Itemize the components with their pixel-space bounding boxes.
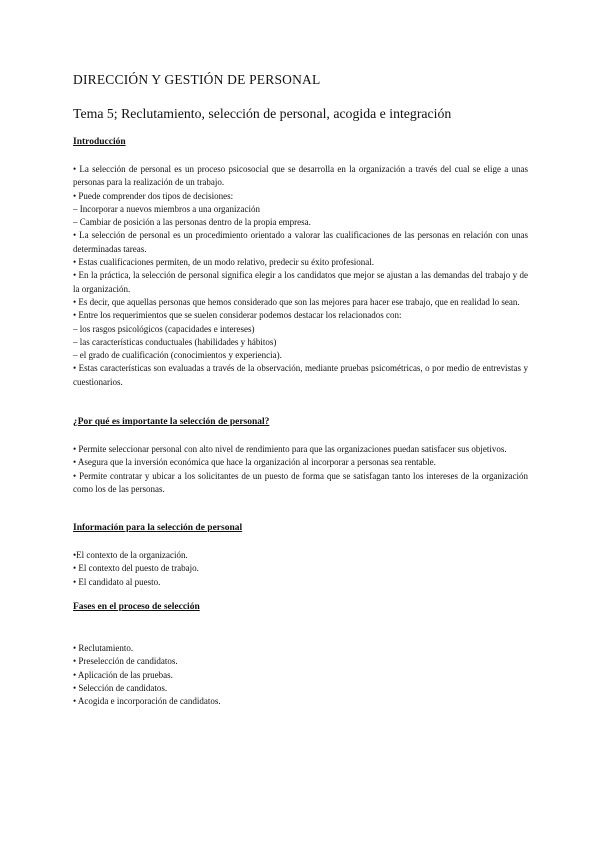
list-item: – los rasgos psicológicos (capacidades e intereses) <box>73 323 255 334</box>
list-item: • Estas características son evaluadas a través de la observación, mediante pruebas psicométricas, o por medio de entrevistas y cuestionarios. <box>73 363 528 387</box>
section-heading-importance: ¿Por qué es importante la selección de personal? <box>73 417 270 427</box>
document-title: DIRECCIÓN Y GESTIÓN DE PERSONAL <box>73 72 321 87</box>
list-item: • El candidato al puesto. <box>73 576 161 587</box>
list-item: • Puede comprender dos tipos de decisiones: <box>73 190 234 201</box>
intro-list <box>73 163 528 389</box>
list-item: • Estas cualificaciones permiten, de un modo relativo, predecir su éxito profesional. <box>73 257 375 268</box>
list-item: • La selección de personal es un procedimiento orientado a valorar las cualificaciones de las personas en relación con unas determinadas tareas. <box>73 230 528 254</box>
information-list <box>73 549 528 589</box>
list-item: – el grado de cualificación (conocimientos y experiencia). <box>73 350 282 361</box>
list-item: • Permite contratar y ubicar a los solicitantes de un puesto de forma que se satisfagan tanto los intereses de la organización como los de las personas. <box>73 470 528 494</box>
list-item: • Preselección de candidatos. <box>73 656 178 667</box>
list-item: • Selección de candidatos. <box>73 682 168 693</box>
list-item: – las características conductuales (habilidades y hábitos) <box>73 336 277 347</box>
list-item: • Asegura que la inversión económica que hace la organización al incorporar a personas sea rentable. <box>73 457 436 468</box>
list-item: • Reclutamiento. <box>73 643 134 653</box>
section-heading-intro: Introducción <box>73 137 126 147</box>
list-item: •El contexto de la organización. <box>73 550 188 560</box>
topic-title: Tema 5; Reclutamiento, selección de personal, acogida e integración <box>73 106 452 121</box>
list-item: • En la práctica, la selección de personal significa elegir a los candidatos que mejor se ajustan a las demandas del trabajo y de la organización. <box>73 270 528 294</box>
list-item: • Es decir, que aquellas personas que hemos considerado que son las mejores para hacer ese trabajo, que en realidad lo sean. <box>73 296 520 307</box>
list-item: • El contexto del puesto de trabajo. <box>73 563 199 574</box>
section-heading-phases: Fases en el proceso de selección <box>73 602 200 612</box>
importance-list <box>73 443 528 496</box>
list-item: • Aplicación de las pruebas. <box>73 669 173 680</box>
phases-list <box>73 642 528 708</box>
list-item: • Permite seleccionar personal con alto nivel de rendimiento para que las organizaciones puedan satisfacer sus objetivos. <box>73 444 507 454</box>
list-item: • Acogida e incorporación de candidatos. <box>73 696 221 707</box>
list-item: • La selección de personal es un proceso psicosocial que se desarrolla en la organización a través del cual se elige a unas personas para la realización de un trabajo. <box>73 164 528 188</box>
list-item: – Cambiar de posición a las personas dentro de la propia empresa. <box>73 217 311 228</box>
list-item: • Entre los requerimientos que se suelen considerar podemos destacar los relacionados con: <box>73 310 402 321</box>
list-item: – Incorporar a nuevos miembros a una organización <box>73 203 261 214</box>
section-heading-information: Información para la selección de personal <box>73 523 243 533</box>
